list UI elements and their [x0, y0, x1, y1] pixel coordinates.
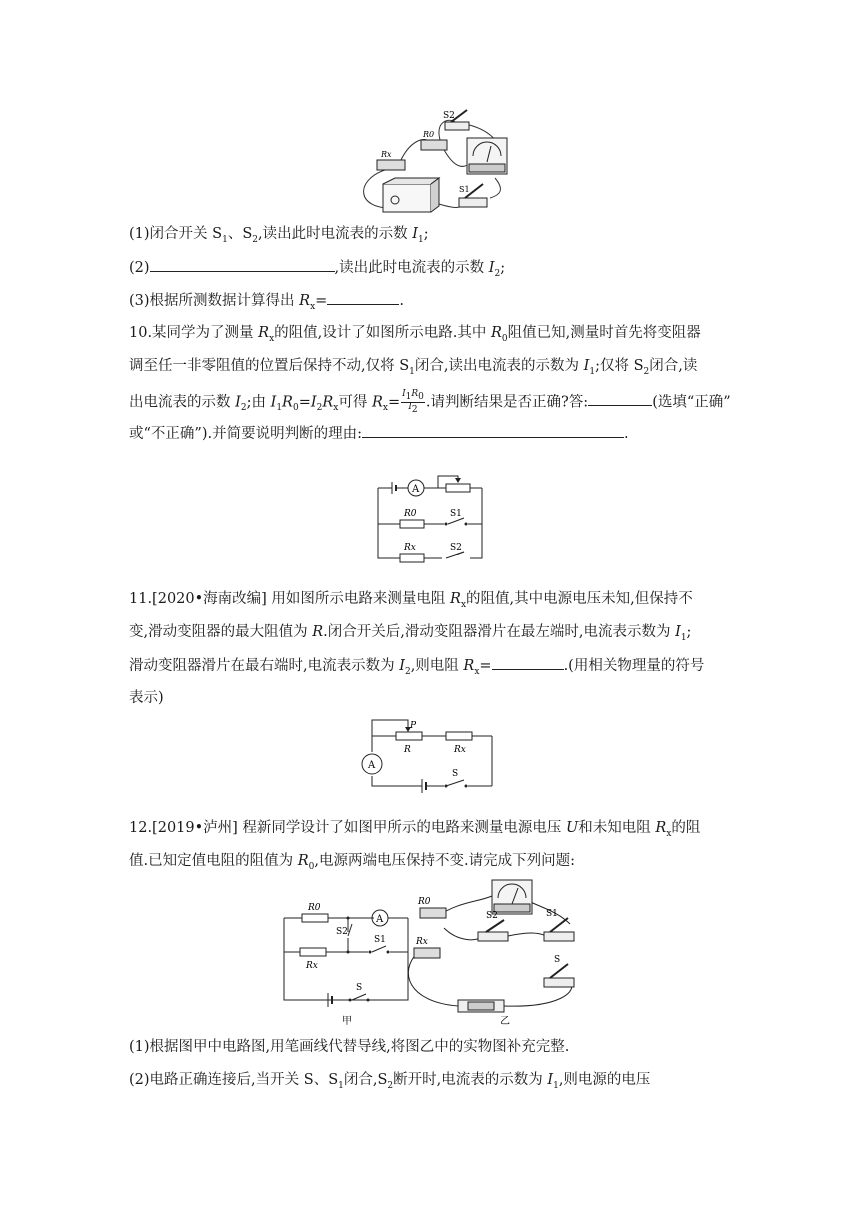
q10-line-1: 10.某同学为了测量 $R_x$的阻值,设计了如图所示电路.其中 $R_0$阻值已知,测量时首先将变阻器: [129, 325, 701, 344]
fig2-label-r0: R0: [404, 509, 417, 519]
q12-step-1: (1)根据图甲中电路图,用笔画线代替导线,将图乙中的实物图补充完整.: [129, 1039, 570, 1055]
q10-line-3: 出电流表的示数 $I_2$;由 $I_1R_0=I_2R_x$可得 $R_x=$ $\frac{I_1R_0}{I_2}$ .请判断结果是否正确?答: (选填“正确”: [129, 389, 731, 415]
fig4-label-r0: R0: [308, 903, 321, 913]
fig4-label-s2: S2: [336, 927, 348, 937]
fig1-label-s1: S1: [459, 185, 470, 194]
q9-blank-rx[interactable]: [327, 290, 399, 305]
fig4-label-s: S: [356, 983, 363, 993]
fig1-label-s2: S2: [443, 111, 455, 121]
q11-line-2: 变,滑动变阻器的最大阻值为 R.闭合开关后,滑动变阻器滑片在最左端时,电流表示数为 $I_1$;: [129, 624, 692, 643]
figure-1-physical-circuit: [355, 100, 515, 216]
fig3-label-p: P: [410, 721, 417, 731]
fig4b-label-s1: S1: [546, 909, 558, 919]
fig4b-label-r0: R0: [418, 897, 431, 907]
figure-3-circuit: [360, 716, 500, 796]
fig3-label-a: A: [368, 760, 376, 771]
q9-step-1: (1)闭合开关 $S_1$、$S_2$,读出此时电流表的示数 $I_1$;: [129, 226, 429, 245]
q11-line-4: 表示): [129, 690, 164, 706]
fig2-label-rx: Rx: [404, 543, 416, 553]
fig2-label-a: A: [412, 484, 420, 495]
fig4-caption-left: 甲: [342, 1016, 352, 1027]
fig1-label-rx: Rx: [381, 150, 392, 159]
q11-line-3: 滑动变阻器滑片在最右端时,电流表示数为 $I_2$,则电阻 $R_x=$ .(用相关物理量的符号: [129, 655, 704, 682]
fig4-label-rx: Rx: [306, 961, 318, 971]
q11-line-1: 11.[2020•海南改编] 用如图所示电路来测量电阻 $R_x$的阻值,其中电源电压未知,但保持不: [129, 591, 693, 610]
fig4b-label-rx: Rx: [416, 937, 428, 947]
figure-4-circuits: [278, 872, 598, 1028]
q11-blank-rx[interactable]: [492, 655, 564, 670]
q9-step-3: (3)根据所测数据计算得出 $R_x=$ .: [129, 290, 404, 317]
fig4b-label-s: S: [554, 955, 561, 965]
q10-line-2: 调至任一非零阻值的位置后保持不动,仅将 $S_1$闭合,读出电流表的示数为 $I_1$;仅将 $S_2$闭合,读: [129, 358, 698, 377]
q12-line-2: 值.已知定值电阻的阻值为 $R_0$,电源两端电压保持不变.请完成下列问题:: [129, 853, 575, 872]
fig2-label-s1: S1: [450, 509, 462, 519]
fig2-label-s2: S2: [450, 543, 462, 553]
fig4b-label-s2: S2: [486, 911, 498, 921]
q10-fraction: $\frac{I_1R_0}{I_2}$: [402, 389, 424, 415]
fig3-label-rx: Rx: [454, 745, 466, 755]
fig4-label-s1: S1: [374, 935, 386, 945]
fig4-caption-right: 乙: [500, 1016, 510, 1027]
q9-step-2: (2) ,读出此时电流表的示数 $I_2$;: [129, 257, 505, 284]
q12-line-1: 12.[2019•泸州] 程新同学设计了如图甲所示的电路来测量电源电压 U和未知电阻 $R_x$的阻: [129, 820, 701, 839]
q10-line-4: 或“不正确”).并简要说明判断的理由: .: [129, 423, 629, 444]
q12-step-2: (2)电路正确连接后,当开关 S、$S_1$闭合$,S_2$断开时,电流表的示数为 $I_1$,则电源的电压: [129, 1072, 651, 1091]
fig4-label-a: A: [376, 914, 384, 925]
q10-blank-answer[interactable]: [588, 391, 652, 406]
fig1-label-r0: R0: [423, 130, 435, 139]
q9-blank-step[interactable]: [150, 257, 335, 272]
q10-blank-reason[interactable]: [362, 423, 624, 438]
fig3-label-r: R: [404, 745, 411, 755]
fig3-label-s: S: [452, 769, 459, 779]
figure-2-circuit: [370, 468, 490, 568]
